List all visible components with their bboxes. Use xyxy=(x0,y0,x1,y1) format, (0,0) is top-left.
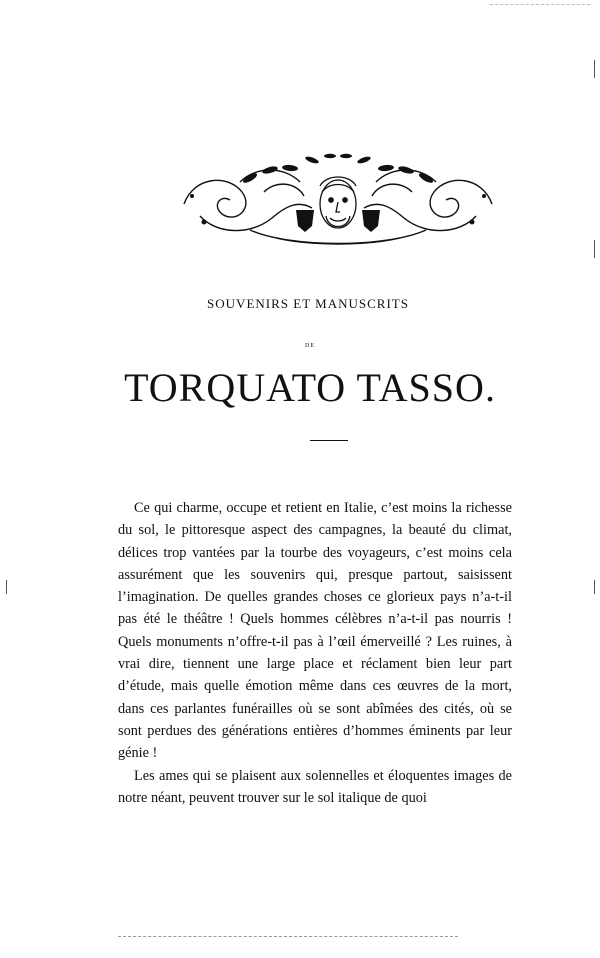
margin-mark-right-3 xyxy=(594,580,595,594)
page-title: TORQUATO TASSO. xyxy=(124,365,496,410)
margin-mark-left xyxy=(6,580,7,594)
paragraph-2: Les ames qui se plaisent aux solennelles et éloquentes images de notre néant, peuvent trouver sur le sol italique de quoi xyxy=(118,767,512,806)
paragraph-1: Ce qui charme, occupe et retient en Italie, c’est moins la richesse du sol, le pittoresque aspect des campagnes, la beauté du climat, délices trop vantées par la tourbe des voyageurs, c’est moins cela assurément que les souvenirs qui, presque partout, saisissent l’imagination. De quelles grandes choses ce glorieux pays n’a-t-il pas été le théâtre ! Quels hommes célèbres n’a-t-il pas nourris ! Quels monuments n’offre-t-il pas à l’œil émerveillé ? Les ruines, à vrai dire, tiennent une large place et réclament bien leur part d’étude, mais quelle émotion même dans ces œuvres de la mort, dans ces parlantes funérailles où se sont abîmées des cités, où se sont perdues des générations entières d’hommes éminents par leur génie ! xyxy=(118,500,512,762)
connector-word: DE xyxy=(305,343,315,349)
subtitle-heading: SOUVENIRS ET MANUSCRITS xyxy=(207,296,409,311)
top-scan-dashes xyxy=(490,4,590,5)
margin-mark-right-2 xyxy=(594,240,595,258)
title-divider xyxy=(310,440,348,441)
body-text xyxy=(118,497,512,809)
bottom-scan-dashes xyxy=(118,936,458,937)
headpiece-ornament xyxy=(180,152,496,248)
margin-mark-right-1 xyxy=(594,60,595,78)
